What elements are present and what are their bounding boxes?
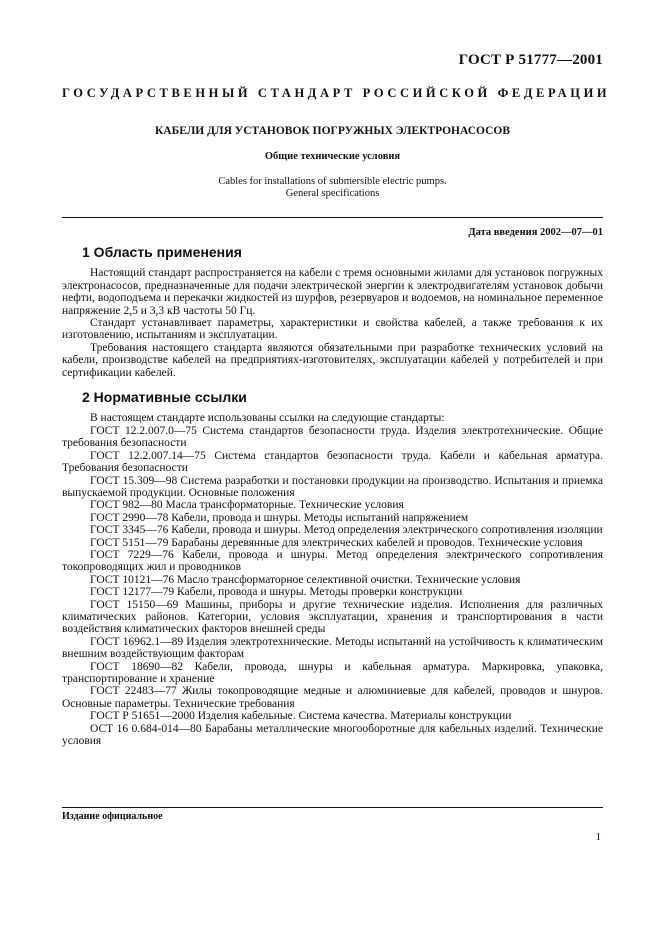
reference-item: ГОСТ 10121—76 Масло трансформаторное селективной очистки. Технические условия [90, 573, 521, 586]
reference-item: ГОСТ 7229—76 Кабели, провода и шнуры. Метод определения электрического сопротивления токопроводящих жил и проводников [62, 548, 603, 574]
reference-item: ГОСТ 3345—76 Кабели, провода и шнуры. Метод определения электрического сопротивления изоляции [90, 524, 603, 537]
reference-item: ГОСТ 12.2.007.0—75 Система стандартов безопасности труда. Изделия электротехнические. Общие требования безопасности [62, 424, 603, 450]
reference-item: ГОСТ 12177—79 Кабели, провода и шнуры. Методы проверки конструкции [90, 586, 463, 599]
section-1-paragraph: Стандарт устанавливает параметры, характеристики и свойства кабелей, а также требования к их изготовлению, испытаниям и эксплуатации. [62, 317, 603, 342]
document-code: ГОСТ Р 51777—2001 [458, 52, 603, 68]
english-title-line-2: General specifications [285, 188, 380, 199]
reference-item: ГОСТ 12.2.007.14—75 Система стандартов безопасности труда. Кабели и кабельная арматура. Требования безопасности [62, 449, 603, 475]
reference-item: ГОСТ 18690—82 Кабели, провода, шнуры и кабельная арматура. Маркировка, упаковка, транспортирование и хранение [62, 660, 603, 685]
section-1-paragraph: Настоящий стандарт распространяется на кабели с тремя основными жилами для установок погружных электронасосов, предназначенные для подачи электрической энергии к электродвигателям установок добычи нефти, водоподъема и перекачки жидкостей из шурфов, резервуаров и водоемов, на номинальное переменное напряжение 2,5 и 3,3 кВ частоты 50 Гц. [62, 267, 603, 317]
top-divider [62, 217, 603, 218]
section-1-paragraph: Требования настоящего стандарта являются обязательными при разработке технических условий на кабели, производстве кабелей на предприятиях-изготовителях, эксплуатации кабелей у потребителей и при сертификации кабелей. [62, 341, 603, 379]
reference-item: ГОСТ 16962.1—89 Изделия электротехнические. Методы испытаний на устойчивость к климатическим внешним воздействующим факторам [62, 635, 603, 661]
reference-item: ОСТ 16 0.684-014—80 Барабаны металлические многооборотные для кабельных изделий. Технические условия [62, 722, 603, 748]
reference-item: ГОСТ 15150—69 Машины, приборы и другие технические изделия. Исполнения для различных климатических районов. Категории, условия эксплуатации, хранения и транспортирования в части воздействия климатических факторов внешней среды [62, 598, 603, 636]
introduction-date: Дата введения 2002—07—01 [468, 227, 603, 238]
document-body [62, 246, 603, 747]
reference-item: ГОСТ 15.309—98 Система разработки и постановки продукции на производство. Испытания и приемка выпускаемой продукции. Основные положения [62, 474, 603, 499]
page-number: 1 [595, 831, 601, 843]
bottom-divider [62, 807, 603, 808]
reference-item: ГОСТ Р 51651—2000 Изделия кабельные. Система качества. Материалы конструкции [90, 710, 512, 723]
standard-title: КАБЕЛИ ДЛЯ УСТАНОВОК ПОГРУЖНЫХ ЭЛЕКТРОНАСОСОВ [154, 125, 511, 137]
english-title-line-1: Cables for installations of submersible electric pumps. [218, 176, 447, 187]
standard-subtitle: Общие технические условия [264, 151, 401, 162]
reference-item: ГОСТ 2990—78 Кабели, провода и шнуры. Методы испытаний напряжением [90, 511, 469, 524]
section-2-heading: 2 Нормативные ссылки [82, 389, 247, 406]
reference-item: ГОСТ 5151—79 Барабаны деревянные для электрических кабелей и проводов. Технические условия [90, 536, 583, 549]
edition-note: Издание официальное [62, 811, 163, 822]
english-title [62, 176, 603, 200]
state-standard-title: ГОСУДАРСТВЕННЫЙ СТАНДАРТ РОССИЙСКОЙ ФЕДЕРАЦИИ [62, 86, 611, 100]
section-1-heading: 1 Область применения [82, 244, 242, 260]
reference-item: ГОСТ 22483—77 Жилы токопроводящие медные и алюминиевые для кабелей, проводов и шнуров. Основные параметры. Технические требования [62, 685, 603, 710]
section-2-intro: В настоящем стандарте использованы ссылки на следующие стандарты: [90, 412, 445, 425]
reference-item: ГОСТ 982—80 Масла трансформаторные. Технические условия [90, 499, 404, 512]
